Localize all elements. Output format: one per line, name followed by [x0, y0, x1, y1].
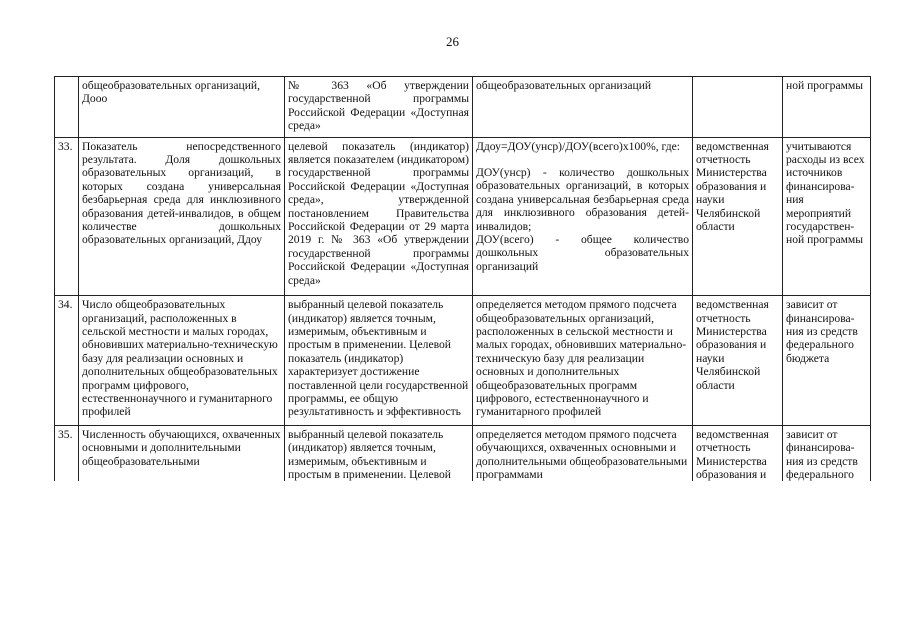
- method-cell: общеобразовательных организаций: [473, 77, 693, 138]
- source-cell: ведомственная отчетность Министерства образования и науки Челябинской области: [693, 296, 783, 426]
- page-number: 26: [446, 34, 459, 49]
- definition-cell: выбранный целевой показатель (индикатор) является точным, измеримым, объективным и простым в применении. Целевой: [285, 425, 473, 481]
- table-row: [55, 296, 871, 426]
- method-cell: [473, 137, 693, 295]
- indicator-cell: Число общеобразовательных организаций, расположенных в сельской местности и малых городах, обновивших материально-техническую базу для реализации основных и дополнительных общеобразовательных программ цифрового, естественнонаучного и гуманитарного профилей: [79, 296, 285, 426]
- method-formula: Ддоу=ДОУ(унср)/ДОУ(всего)х100%, где:: [476, 139, 680, 153]
- note-cell: учитываются расходы из всех источников финансирова-ния мероприятий государствен-ной программы: [783, 137, 871, 295]
- indicator-cell: Показатель непосредственного результата. Доля дошкольных образовательных организаций, в которых создана универсальная безбарьерная среда для инклюзивного образования детей-инвалидов, в общем количестве дошкольных образовательных организаций, Ддоу: [79, 137, 285, 295]
- source-cell: ведомственная отчетность Министерства образования и: [693, 425, 783, 481]
- indicators-table: [54, 76, 871, 481]
- source-cell: [693, 77, 783, 138]
- method-definition: ДОУ(всего) - общее количество дошкольных образовательных организаций: [476, 233, 689, 273]
- definition-cell: № 363 «Об утверждении государственной программы Российской Федерации «Доступная среда»: [285, 77, 473, 138]
- row-number: 34.: [55, 296, 79, 426]
- method-cell: определяется методом прямого подсчета обучающихся, охваченных основными и дополнительными общеобразовательными программами: [473, 425, 693, 481]
- row-number: 35.: [55, 425, 79, 481]
- note-cell: зависит от финансирова-ния из средств федерального: [783, 425, 871, 481]
- method-definition: ДОУ(унср) - количество дошкольных образовательных организаций, в которых создана универсальная безбарьерная среда для инклюзивного образования детей-инвалидов;: [476, 166, 689, 233]
- note-cell: зависит от финансирова-ния из средств федерального бюджета: [783, 296, 871, 426]
- table-row: [55, 425, 871, 481]
- indicator-cell: общеобразовательных организаций, Дооо: [79, 77, 285, 138]
- source-cell: ведомственная отчетность Министерства образования и науки Челябинской области: [693, 137, 783, 295]
- table-row: [55, 137, 871, 295]
- row-number: 33.: [55, 137, 79, 295]
- note-cell: ной программы: [783, 77, 871, 138]
- row-number: [55, 77, 79, 138]
- table-row: [55, 77, 871, 138]
- method-cell: определяется методом прямого подсчета общеобразовательных организаций, расположенных в сельской местности и малых городах, обновивших материально-техническую базу для реализации основных и дополнительных общеобразовательных программ цифрового, естественнонаучного и гуманитарного профилей: [473, 296, 693, 426]
- definition-cell: выбранный целевой показатель (индикатор) является точным, измеримым, объективным и простым в применении. Целевой показатель (индикатор) характеризует достижение поставленной цели государственной программы, ее общую результативность и эффективность: [285, 296, 473, 426]
- indicator-cell: Численность обучающихся, охваченных основными и дополнительными общеобразовательными: [79, 425, 285, 481]
- definition-cell: целевой показатель (индикатор) является показателем (индикатором) государственной программы Российской Федерации «Доступная среда», утвержденной постановлением Правительства Российской Федерации от 29 марта 2019 г. № 363 «Об утверждении государственной программы Российской Федерации «Доступная среда»: [285, 137, 473, 295]
